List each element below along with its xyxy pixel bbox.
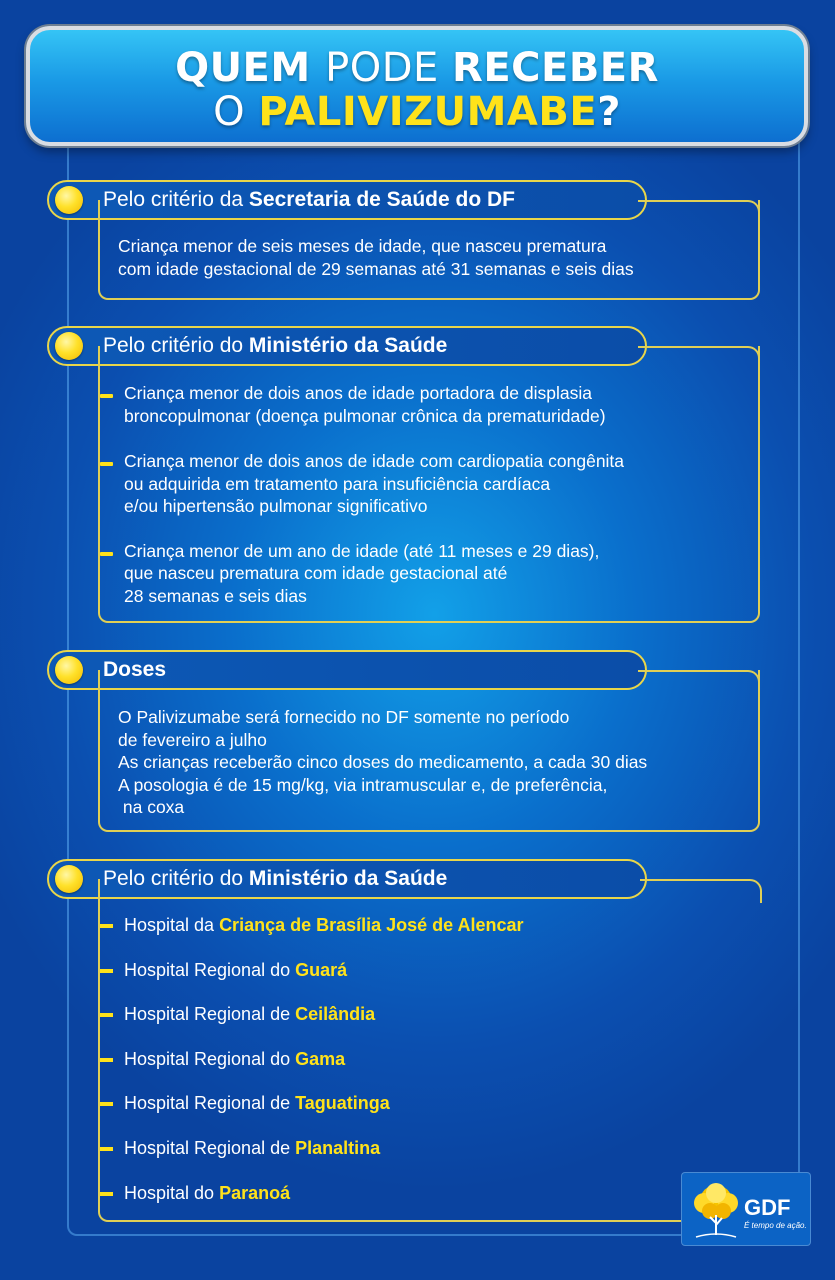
title-word-quem: QUEM (175, 45, 326, 91)
hospital-item (100, 1092, 760, 1137)
hospital-name: Planaltina (295, 1137, 381, 1158)
hospital-name: Gama (295, 1048, 346, 1069)
section-heading-bold: Secretaria de Saúde do DF (248, 188, 515, 211)
bullet-line: que nasceu prematura com idade gestacional até (124, 563, 508, 583)
title-question-mark: ? (597, 89, 621, 135)
bullet-line: ou adquirida em tratamento para insuficiência cardíaca (124, 473, 551, 494)
dash-icon (100, 552, 113, 556)
section-box-secretaria (98, 200, 760, 300)
section-heading-bold: Doses (103, 658, 167, 681)
yellow-dot-icon (55, 865, 83, 893)
section-box-hospitais (98, 879, 760, 1222)
section-heading-light: Pelo critério do (103, 867, 249, 890)
ipe-tree-icon (690, 1181, 742, 1239)
logo-slogan: É tempo de ação. (744, 1221, 807, 1230)
section-text-line: com idade gestacional de 29 semanas até 31 semanas e seis dias (118, 258, 634, 279)
section-box-ministerio (98, 346, 760, 623)
criteria-bullet (100, 540, 758, 608)
hospital-name: Criança de Brasília José de Alencar (219, 915, 524, 935)
title-line-2 (30, 90, 804, 134)
dash-icon (100, 1192, 113, 1196)
section-box-doses (98, 670, 760, 832)
hospital-prefix: Hospital Regional de (124, 1004, 296, 1025)
bullet-line: Criança menor de dois anos de idade portadora de displasia (124, 383, 592, 403)
criteria-bullet (100, 450, 758, 518)
dash-icon (100, 394, 113, 398)
dash-icon (100, 1013, 113, 1017)
section-text-line: As crianças receberão cinco doses do medicamento, a cada 30 dias (118, 752, 648, 772)
section-text-line: Criança menor de seis meses de idade, que nasceu prematura (118, 236, 607, 256)
hospital-name: Ceilândia (295, 1004, 376, 1025)
hospital-item (100, 1048, 760, 1093)
hospital-item (100, 1182, 760, 1227)
title-word-palivizumabe: PALIVIZUMABE (258, 89, 598, 135)
bullet-line: 28 semanas e seis dias (124, 585, 307, 606)
dash-icon (100, 1147, 113, 1151)
hospital-name: Paranoá (219, 1182, 291, 1203)
hospital-prefix: Hospital da (124, 915, 220, 935)
section-text-line: na coxa (118, 797, 185, 817)
title-word-o: O (213, 89, 259, 135)
yellow-dot-icon (55, 332, 83, 360)
dash-icon (100, 1102, 113, 1106)
bullet-line: broncopulmonar (doença pulmonar crônica da prematuridade) (124, 405, 606, 426)
hospital-prefix: Hospital Regional do (124, 1048, 296, 1069)
section-heading-light: Pelo critério da (103, 188, 249, 211)
section-heading-bold: Ministério da Saúde (248, 334, 448, 357)
section-heading-bold: Ministério da Saúde (248, 867, 448, 890)
hospital-item (100, 914, 760, 959)
bullet-line: Criança menor de dois anos de idade com cardiopatia congênita (124, 451, 625, 471)
title-word-pode: PODE (325, 45, 453, 91)
hospital-name: Guará (295, 959, 348, 980)
hospital-prefix: Hospital Regional de (124, 1093, 296, 1114)
dash-icon (100, 462, 113, 466)
logo-text: GDF (744, 1195, 791, 1220)
bullet-line: Criança menor de um ano de idade (até 11 meses e 29 dias), (124, 540, 600, 561)
dash-icon (100, 924, 113, 928)
section-text-line: O Palivizumabe será fornecido no DF somente no período (118, 707, 570, 727)
hospital-item (100, 959, 760, 1004)
section-heading-light: Pelo critério do (103, 334, 249, 357)
hospital-prefix: Hospital Regional do (124, 959, 296, 980)
dash-icon (100, 969, 113, 973)
gdf-logo (681, 1172, 811, 1246)
yellow-dot-icon (55, 656, 83, 684)
title-word-receber: RECEBER (452, 45, 659, 91)
hospital-item (100, 1137, 760, 1182)
criteria-bullet (100, 382, 758, 427)
yellow-dot-icon (55, 186, 83, 214)
hospital-item (100, 1003, 760, 1048)
section-text-line: A posologia é de 15 mg/kg, via intramuscular e, de preferência, (118, 774, 608, 795)
dash-icon (100, 1058, 113, 1062)
title-banner (26, 26, 808, 146)
section-text-line: de fevereiro a julho (118, 729, 267, 750)
title-line-1 (30, 46, 804, 90)
bullet-line: e/ou hipertensão pulmonar significativo (124, 496, 428, 516)
hospital-prefix: Hospital do (124, 1182, 220, 1203)
hospital-prefix: Hospital Regional de (124, 1137, 296, 1158)
hospital-name: Taguatinga (295, 1093, 390, 1114)
